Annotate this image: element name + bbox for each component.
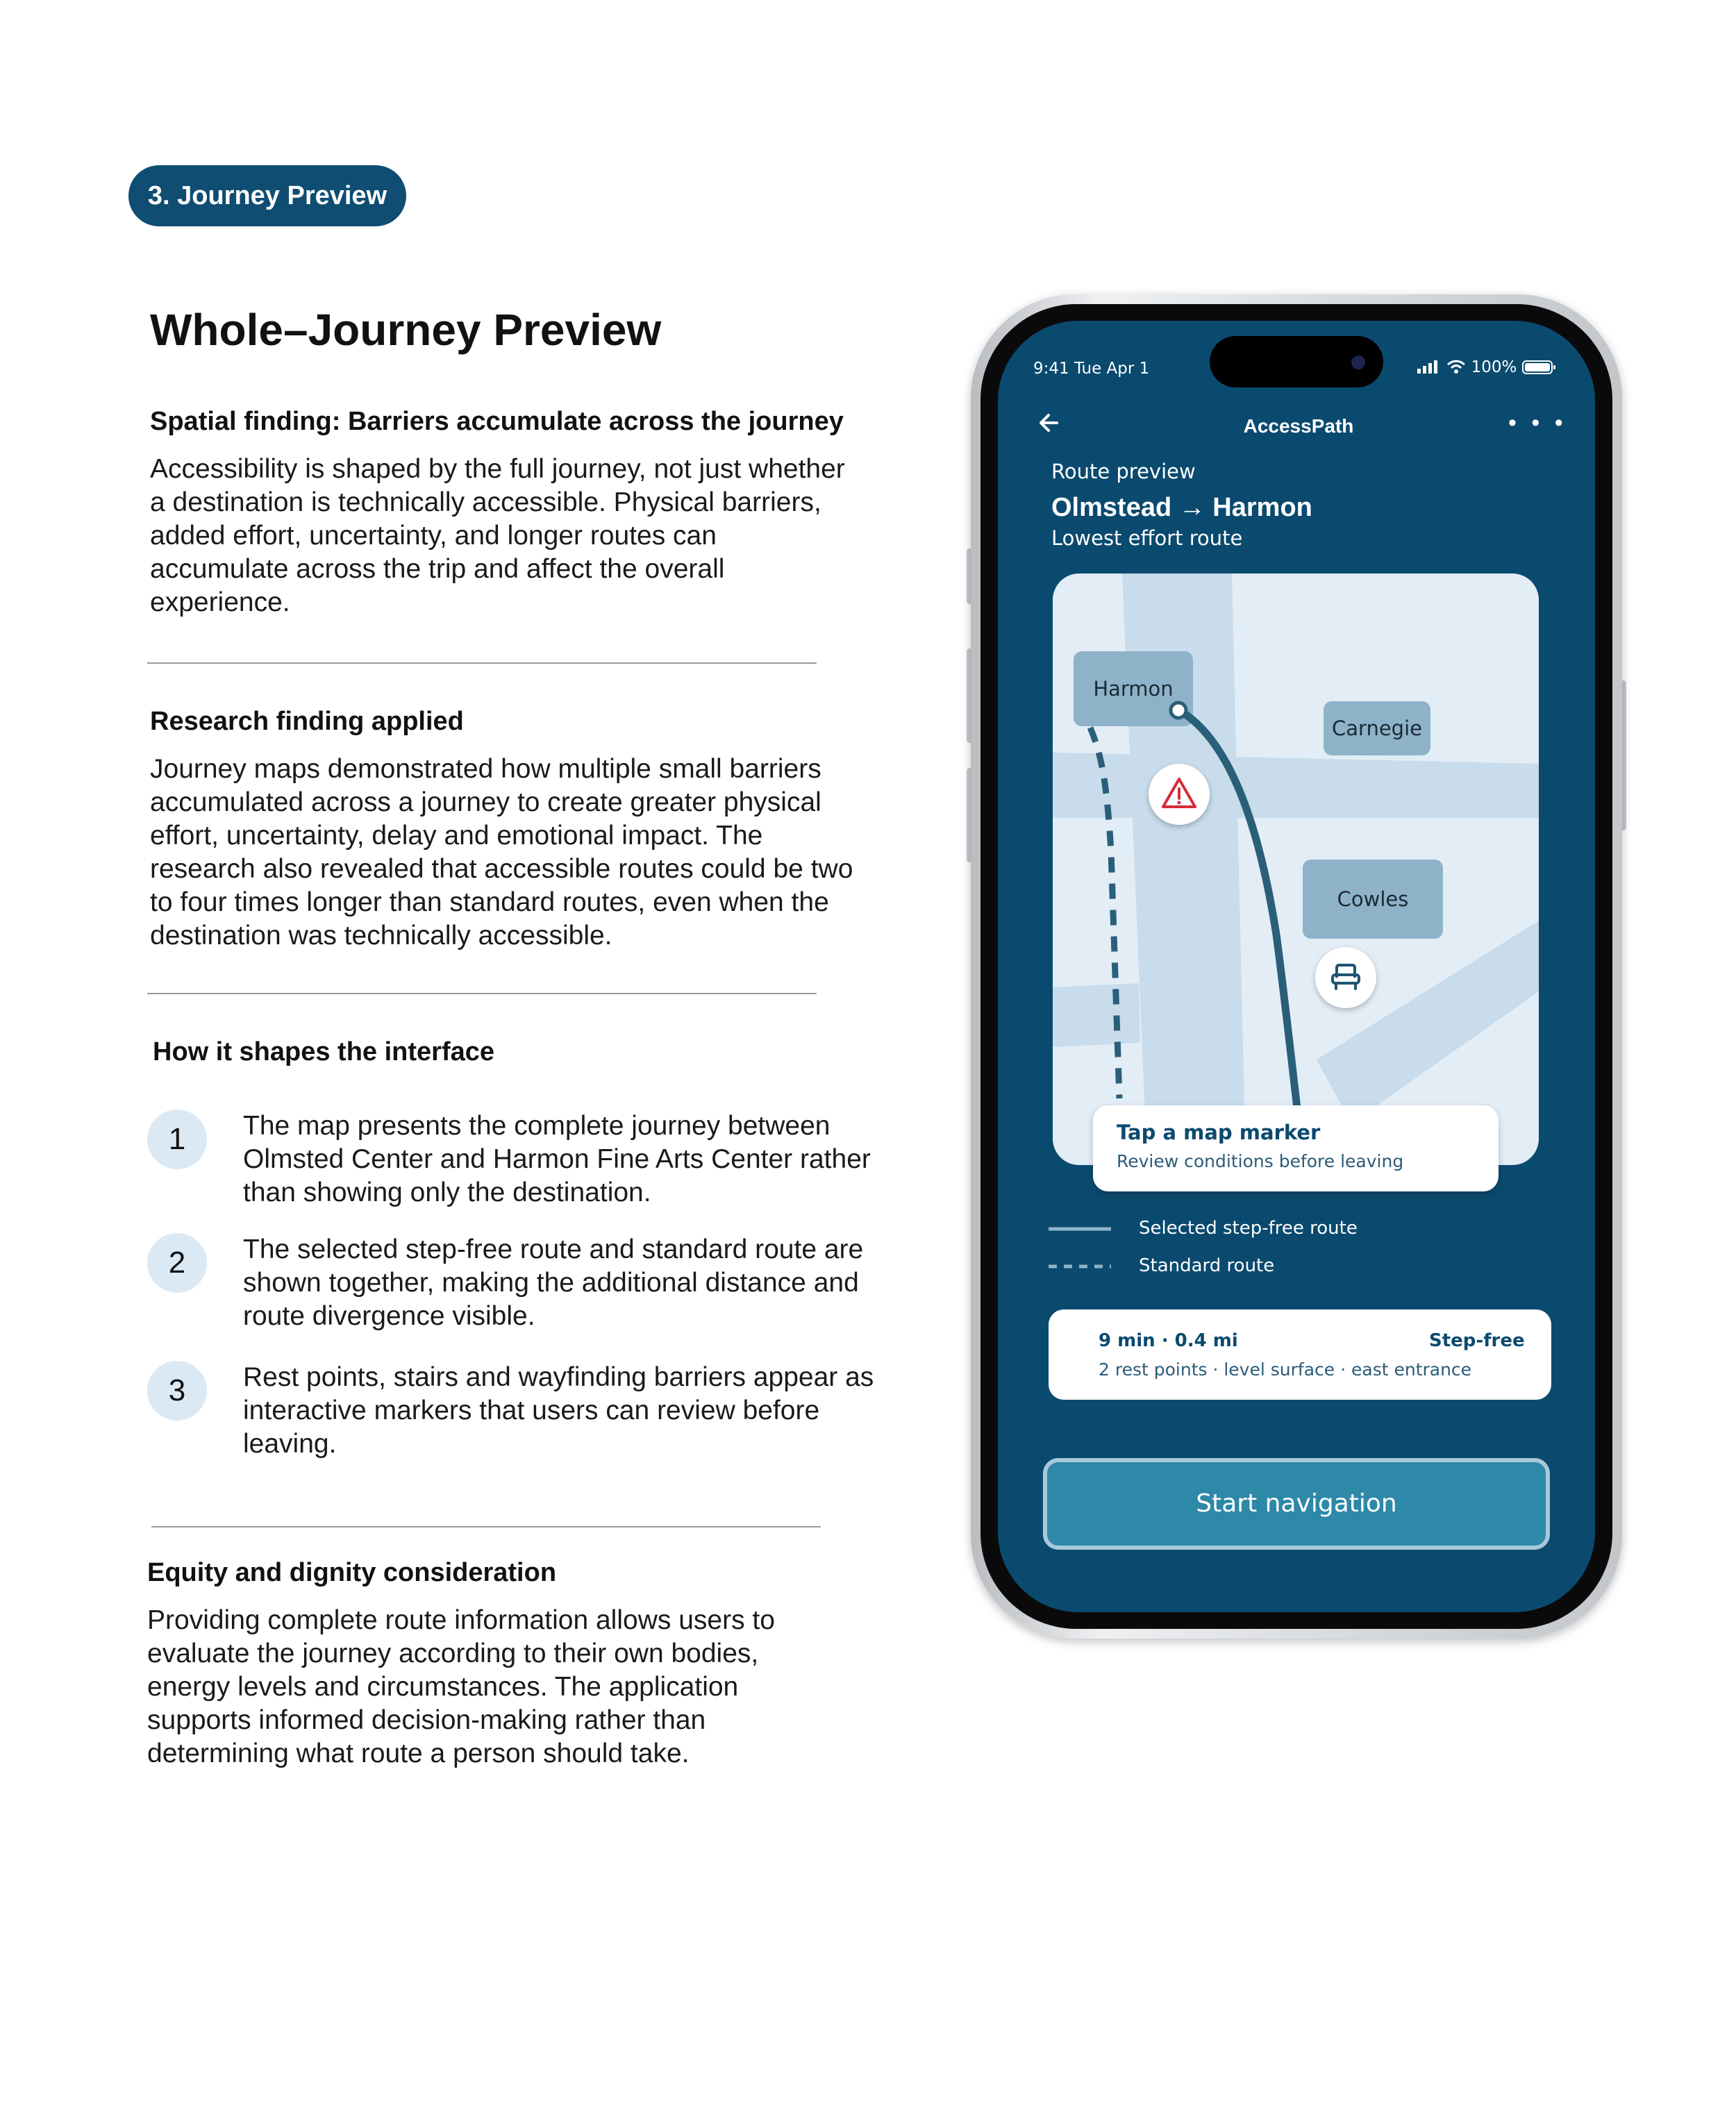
start-navigation-button[interactable]: Start navigation xyxy=(1043,1458,1550,1550)
barrier-marker[interactable] xyxy=(1149,764,1210,825)
status-time: 9:41 Tue Apr 1 xyxy=(1033,360,1150,378)
divider xyxy=(147,993,817,994)
step-text: Rest points, stairs and wayfinding barriers appear as interactive markers that users can review before leaving. xyxy=(243,1362,874,1459)
bench-icon xyxy=(1315,947,1376,1008)
route-destination: Harmon xyxy=(1212,493,1312,522)
building-carnegie[interactable]: Carnegie xyxy=(1324,701,1430,755)
back-arrow-icon[interactable] xyxy=(1036,408,1065,437)
building-cowles[interactable]: Cowles xyxy=(1303,860,1443,939)
step-number: 2 xyxy=(147,1233,207,1293)
more-options-icon[interactable]: • • • xyxy=(1508,410,1567,436)
route-lines xyxy=(1053,574,1539,1165)
building-harmon[interactable]: Harmon xyxy=(1074,651,1193,726)
step-text: The map presents the complete journey between Olmsted Center and Harmon Fine Arts Center rather than showing only the destination. xyxy=(243,1111,871,1207)
status-icons xyxy=(1417,358,1557,376)
interface-title: How it shapes the interface xyxy=(153,1037,495,1066)
equity-body: Providing complete route information allows users to evaluate the journey according to their own bodies, energy levels and circumstances. The application supports informed decision-making rather than determining what route a person should take. xyxy=(147,1605,775,1768)
route-arrow-icon: → xyxy=(1178,493,1205,522)
route-details: 2 rest points · level surface · east entrance xyxy=(1099,1359,1472,1380)
battery-icon xyxy=(1522,360,1557,375)
research-finding-body: Journey maps demonstrated how multiple small barriers accumulated across a journey to create greater physical effort, uncertainty, delay and emotional impact. The research also revealed that accessible routes could be two to four times longer than standard routes, even when the destination was technically accessible. xyxy=(150,754,853,951)
section-pill: 3. Journey Preview xyxy=(128,165,406,226)
page-title: Whole–Journey Preview xyxy=(150,305,662,355)
route-summary-card[interactable] xyxy=(1049,1309,1551,1400)
spatial-finding-body: Accessibility is shaped by the full journey, not just whether a destination is technically accessible. Physical barriers, added effort, uncertainty, and longer routes can accumulate across the trip and affect the overall experience. xyxy=(150,454,845,617)
standard-route-line xyxy=(1090,728,1119,1098)
tap-card-title: Tap a map marker xyxy=(1117,1121,1321,1144)
step-number: 3 xyxy=(147,1361,207,1421)
step-number: 1 xyxy=(147,1110,207,1169)
wifi-icon xyxy=(1446,359,1466,374)
tap-card-subtitle: Review conditions before leaving xyxy=(1117,1151,1404,1171)
app-title: AccessPath xyxy=(1243,415,1354,437)
route-start-dot xyxy=(1171,703,1186,718)
legend-dashed-line xyxy=(1049,1264,1111,1269)
route-label: Route preview xyxy=(1051,460,1196,483)
tap-marker-card[interactable] xyxy=(1093,1105,1499,1191)
signal-icon xyxy=(1417,359,1442,374)
divider xyxy=(147,662,817,664)
front-camera xyxy=(1351,355,1365,369)
legend-step-free-label: Selected step-free route xyxy=(1139,1218,1358,1239)
route-duration-distance: 9 min · 0.4 mi xyxy=(1099,1330,1238,1351)
divider xyxy=(151,1526,821,1527)
warning-icon xyxy=(1149,764,1210,825)
route-subtitle: Lowest effort route xyxy=(1051,526,1243,550)
step-text: The selected step-free route and standard route are shown together, making the additional distance and route divergence visible. xyxy=(243,1234,864,1331)
equity-title: Equity and dignity consideration xyxy=(147,1558,557,1587)
route-origin: Olmstead xyxy=(1051,493,1172,522)
research-finding-title: Research finding applied xyxy=(150,707,464,736)
legend-standard-label: Standard route xyxy=(1139,1255,1275,1276)
spatial-finding-title: Spatial finding: Barriers accumulate across the journey xyxy=(150,407,844,436)
step-free-badge: Step-free xyxy=(1429,1330,1525,1351)
battery-percent: 100% xyxy=(1471,358,1517,376)
rest-point-marker[interactable] xyxy=(1315,947,1376,1008)
legend-solid-line xyxy=(1049,1226,1111,1232)
route-title xyxy=(1051,493,1312,523)
